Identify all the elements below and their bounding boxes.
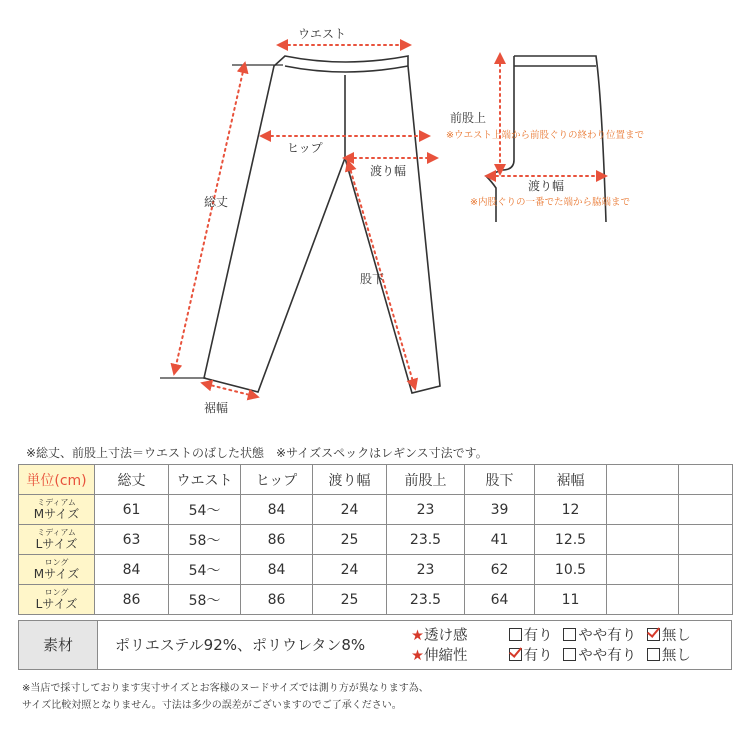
option-checkbox[interactable] (563, 626, 636, 646)
column-header: 股下 (465, 465, 535, 495)
front-rise-note: ※ウエスト上端から前股ぐりの終わり位置まで (446, 130, 644, 141)
table-cell: 39 (465, 495, 535, 525)
row-header (19, 555, 95, 585)
total-length-arrow (175, 67, 244, 370)
table-cell: 86 (95, 585, 169, 615)
checkbox-icon (563, 628, 576, 641)
property-row-transparency (411, 626, 697, 646)
table-cell (679, 555, 733, 585)
star-icon: ★ (411, 628, 424, 644)
table-cell: 23 (387, 495, 465, 525)
table-cell: 12 (535, 495, 607, 525)
thigh-width-side-note: ※内股ぐりの一番でた端から脇端まで (470, 197, 630, 208)
table-cell (679, 495, 733, 525)
option-checkbox[interactable] (509, 626, 553, 646)
table-cell: 63 (95, 525, 169, 555)
total-length-label: 総丈 (204, 195, 229, 209)
option-checkbox[interactable] (509, 646, 553, 666)
table-cell (607, 495, 679, 525)
thigh-width-side-label: 渡り幅 (528, 179, 565, 193)
guide-lines (160, 65, 283, 378)
property-row-stretch (411, 646, 697, 666)
option-checkbox[interactable] (647, 626, 691, 646)
table-cell: 84 (241, 555, 313, 585)
measurement-condition-note: ※総丈、前股上寸法＝ウエストのばした状態 ※サイズスペックはレギンス寸法です。 (26, 446, 488, 460)
material-value: ポリエステル92%、ポリウレタン8% (115, 636, 366, 654)
table-row (19, 495, 733, 525)
hem-width-label: 裾幅 (204, 401, 229, 415)
checked-checkbox-icon (509, 648, 522, 661)
front-rise-label: 前股上 (450, 111, 487, 125)
table-cell (679, 525, 733, 555)
table-header-row (19, 465, 733, 495)
table-cell: 24 (313, 495, 387, 525)
waist-label: ウエスト (298, 27, 347, 41)
table-cell: 54〜 (169, 555, 241, 585)
leggings-front-illustration (204, 56, 440, 393)
table-cell (679, 585, 733, 615)
row-header (19, 585, 95, 615)
table-cell: 84 (95, 555, 169, 585)
table-cell (607, 555, 679, 585)
table-cell: 54〜 (169, 495, 241, 525)
table-cell: 10.5 (535, 555, 607, 585)
table-row (19, 585, 733, 615)
table-cell: 11 (535, 585, 607, 615)
column-header: ウエスト (169, 465, 241, 495)
table-cell: 23 (387, 555, 465, 585)
table-cell: 25 (313, 525, 387, 555)
column-header (679, 465, 733, 495)
material-panel (18, 620, 732, 670)
column-header: 前股上 (387, 465, 465, 495)
size-label: Lサイズ (35, 597, 78, 611)
size-label: Lサイズ (35, 537, 78, 551)
table-cell: 84 (241, 495, 313, 525)
option-checkbox[interactable] (647, 646, 691, 666)
hip-label: ヒップ (287, 141, 323, 155)
option-label: 有り (523, 648, 553, 664)
table-cell: 58〜 (169, 525, 241, 555)
checkbox-icon (509, 628, 522, 641)
table-row (19, 525, 733, 555)
checkbox-icon (647, 648, 660, 661)
column-header: ヒップ (241, 465, 313, 495)
option-label: やや有り (578, 648, 637, 664)
disclaimer-line: サイズ比較対照となりません。寸法は多少の誤差がございますのでご了承ください。 (22, 700, 402, 711)
disclaimer (22, 680, 429, 714)
table-row (19, 555, 733, 585)
table-cell: 62 (465, 555, 535, 585)
disclaimer-line: ※当店で採寸しております実寸サイズとお客様のヌードサイズでは測り方が異なります為、 (22, 683, 429, 694)
size-table (18, 464, 733, 615)
material-label: 素材 (19, 621, 98, 669)
table-cell: 25 (313, 585, 387, 615)
property-label: 透け感 (424, 628, 468, 644)
size-label: Mサイズ (33, 507, 80, 521)
column-header: 裾幅 (535, 465, 607, 495)
table-cell: 58〜 (169, 585, 241, 615)
size-label: Mサイズ (33, 567, 80, 581)
option-label: 無し (661, 648, 691, 664)
unit-header: 単位(cm) (19, 465, 95, 495)
star-icon: ★ (411, 648, 424, 664)
table-cell: 24 (313, 555, 387, 585)
table-cell (607, 585, 679, 615)
size-type: ミディアム (37, 498, 76, 507)
measurement-arrows (175, 45, 433, 396)
checkbox-icon (563, 648, 576, 661)
size-type: ロング (44, 558, 69, 567)
table-cell: 61 (95, 495, 169, 525)
option-label: やや有り (578, 628, 637, 644)
option-label: 有り (523, 628, 553, 644)
table-cell: 23.5 (387, 525, 465, 555)
row-header (19, 525, 95, 555)
hem-width-arrow (206, 384, 254, 396)
thigh-width-label: 渡り幅 (370, 164, 407, 178)
size-type: ロング (44, 588, 69, 597)
option-checkbox[interactable] (563, 646, 636, 666)
side-measurement-arrows (490, 58, 602, 176)
inseam-label: 股下 (360, 272, 385, 286)
row-header (19, 495, 95, 525)
table-cell: 41 (465, 525, 535, 555)
column-header: 総丈 (95, 465, 169, 495)
option-label: 無し (661, 628, 691, 644)
table-cell: 86 (241, 585, 313, 615)
table-cell: 12.5 (535, 525, 607, 555)
table-cell: 64 (465, 585, 535, 615)
property-label: 伸縮性 (424, 648, 468, 664)
table-cell (607, 525, 679, 555)
column-header (607, 465, 679, 495)
checked-checkbox-icon (647, 628, 660, 641)
table-cell: 86 (241, 525, 313, 555)
column-header: 渡り幅 (313, 465, 387, 495)
table-cell: 23.5 (387, 585, 465, 615)
size-type: ミディアム (37, 528, 76, 537)
